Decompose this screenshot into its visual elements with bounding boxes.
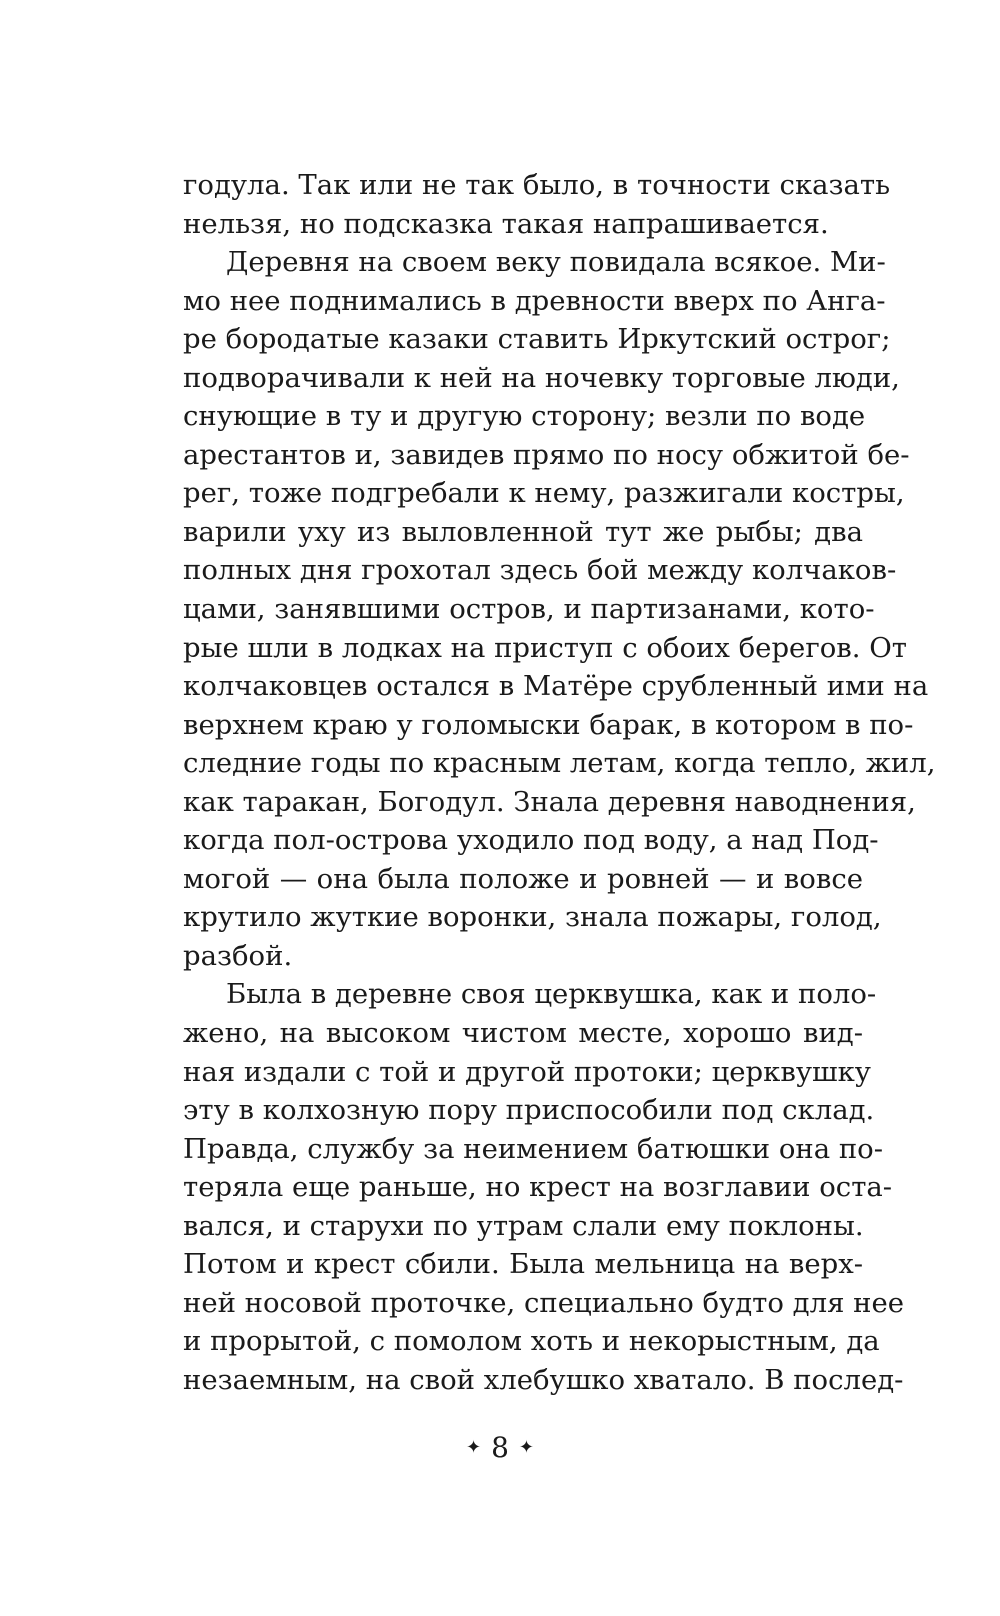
- text-line: вался, и старухи по утрам слали ему поклоны.: [183, 1209, 864, 1242]
- text-line: цами, занявшими остров, и партизанами, кото-: [183, 593, 875, 626]
- text-line: разбой.: [183, 939, 293, 972]
- text-line: когда пол-острова уходило под воду, а над Под-: [183, 824, 879, 857]
- text-line: варили уху из выловленной тут же рыбы; два: [183, 515, 863, 548]
- text-line: Правда, службу за неимением батюшки она по-: [183, 1132, 884, 1165]
- text-line: следние годы по красным летам, когда тепло, жил,: [183, 747, 936, 780]
- paragraph: [183, 166, 891, 243]
- text-line: ре бородатые казаки ставить Иркутский острог;: [183, 323, 891, 356]
- text-line: рые шли в лодках на приступ с обоих берегов. От: [183, 631, 908, 664]
- text-line: подворачивали к ней на ночевку торговые люди,: [183, 361, 900, 394]
- text-line: ней носовой проточке, специально будто для нее: [183, 1286, 905, 1319]
- text-line: Деревня на своем веку повидала всякое. Ми-: [226, 246, 886, 279]
- text-line: жено, на высоком чистом месте, хорошо вид-: [183, 1017, 863, 1050]
- ornament-left-icon: ✦: [465, 1436, 482, 1458]
- text-line: крутило жуткие воронки, знала пожары, голод,: [183, 901, 882, 934]
- text-line: нельзя, но подсказка такая напрашивается.: [183, 207, 829, 240]
- body-text: [183, 166, 936, 1400]
- paragraph: [183, 975, 905, 1399]
- text-line: снующие в ту и другую сторону; везли по воде: [183, 400, 866, 433]
- text-line: как таракан, Богодул. Знала деревня наводнения,: [183, 785, 916, 818]
- page-number-footer: [0, 1428, 1000, 1468]
- text-line: и прорытой, с помолом хоть и некорыстным, да: [183, 1325, 880, 1358]
- paragraph: [183, 243, 936, 975]
- text-line: эту в колхозную пору приспособили под склад.: [183, 1094, 875, 1127]
- text-line: мо нее поднимались в древности вверх по Анга-: [183, 284, 886, 317]
- text-line: ная издали с той и другой протоки; церквушку: [183, 1055, 871, 1088]
- text-line: верхнем краю у голомыски барак, в котором в по-: [183, 708, 914, 741]
- page-number: 8: [491, 1431, 509, 1464]
- text-line: незаемным, на свой хлебушко хватало. В послед-: [183, 1363, 904, 1396]
- text-line: рег, тоже подгребали к нему, разжигали костры,: [183, 477, 905, 510]
- text-line: годула. Так или не так было, в точности сказать: [183, 169, 891, 201]
- text-line: Потом и крест сбили. Была мельница на верх-: [183, 1248, 863, 1281]
- text-line: полных дня грохотал здесь бой между колчаков-: [183, 554, 897, 587]
- ornament-right-icon: ✦: [518, 1436, 534, 1458]
- text-line: могой — она была положе и ровней — и вовсе: [183, 862, 863, 895]
- text-line: колчаковцев остался в Матёре срубленный ими на: [183, 670, 929, 703]
- text-line: арестантов и, завидев прямо по носу обжитой бе-: [183, 438, 910, 471]
- text-line: теряла еще раньше, но крест на возглавии оста-: [183, 1171, 893, 1204]
- text-line: Была в деревне своя церквушка, как и поло-: [226, 978, 877, 1011]
